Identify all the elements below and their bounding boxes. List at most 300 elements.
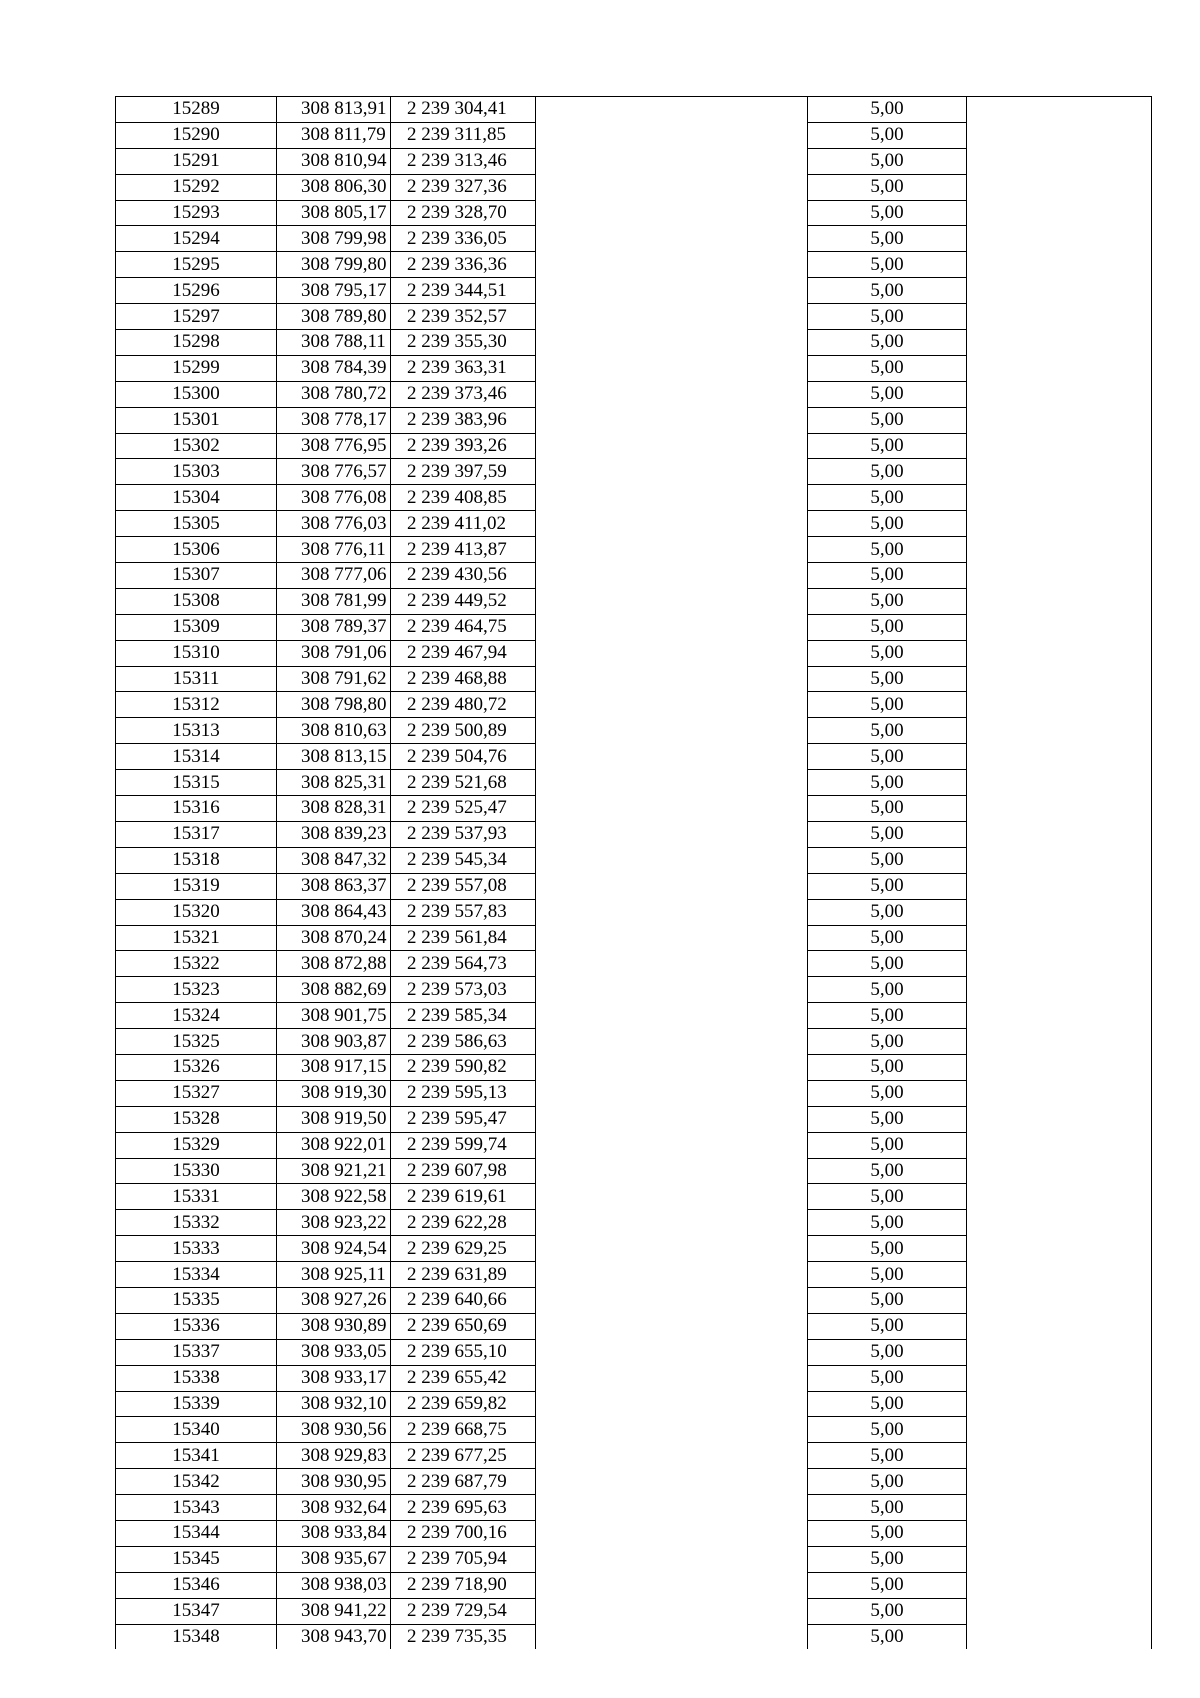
empty-cell xyxy=(536,1132,808,1158)
precision-cell: 5,00 xyxy=(808,1572,967,1598)
table-row xyxy=(116,1236,1152,1262)
y-coordinate-cell: 2 239 640,66 xyxy=(391,1287,536,1313)
empty-cell xyxy=(536,821,808,847)
empty-cell xyxy=(536,200,808,226)
precision-cell: 5,00 xyxy=(808,1365,967,1391)
point-number-cell: 15324 xyxy=(116,1003,277,1029)
empty-cell xyxy=(967,925,1152,951)
table-row xyxy=(116,1080,1152,1106)
table-row xyxy=(116,485,1152,511)
empty-cell xyxy=(536,1443,808,1469)
empty-cell xyxy=(536,1469,808,1495)
empty-cell xyxy=(967,1546,1152,1572)
empty-cell xyxy=(536,951,808,977)
empty-cell xyxy=(536,1262,808,1288)
point-number-cell: 15309 xyxy=(116,614,277,640)
point-number-cell: 15318 xyxy=(116,847,277,873)
empty-cell xyxy=(536,925,808,951)
y-coordinate-cell: 2 239 328,70 xyxy=(391,200,536,226)
empty-cell xyxy=(536,1236,808,1262)
y-coordinate-cell: 2 239 668,75 xyxy=(391,1417,536,1443)
y-coordinate-cell: 2 239 521,68 xyxy=(391,770,536,796)
empty-cell xyxy=(967,226,1152,252)
empty-cell xyxy=(536,796,808,822)
table-row xyxy=(116,1520,1152,1546)
point-number-cell: 15325 xyxy=(116,1029,277,1055)
table-row xyxy=(116,951,1152,977)
precision-cell: 5,00 xyxy=(808,563,967,589)
empty-cell xyxy=(967,148,1152,174)
table-row xyxy=(116,1365,1152,1391)
x-coordinate-cell: 308 943,70 xyxy=(277,1624,391,1649)
point-number-cell: 15342 xyxy=(116,1469,277,1495)
precision-cell: 5,00 xyxy=(808,640,967,666)
precision-cell: 5,00 xyxy=(808,511,967,537)
point-number-cell: 15307 xyxy=(116,563,277,589)
x-coordinate-cell: 308 933,17 xyxy=(277,1365,391,1391)
x-coordinate-cell: 308 805,17 xyxy=(277,200,391,226)
y-coordinate-cell: 2 239 504,76 xyxy=(391,744,536,770)
table-row xyxy=(116,174,1152,200)
table-row xyxy=(116,1443,1152,1469)
y-coordinate-cell: 2 239 344,51 xyxy=(391,278,536,304)
table-row xyxy=(116,640,1152,666)
x-coordinate-cell: 308 811,79 xyxy=(277,122,391,148)
point-number-cell: 15338 xyxy=(116,1365,277,1391)
precision-cell: 5,00 xyxy=(808,1054,967,1080)
empty-cell xyxy=(967,1054,1152,1080)
empty-cell xyxy=(967,330,1152,356)
x-coordinate-cell: 308 795,17 xyxy=(277,278,391,304)
empty-cell xyxy=(967,1184,1152,1210)
point-number-cell: 15340 xyxy=(116,1417,277,1443)
point-number-cell: 15320 xyxy=(116,899,277,925)
empty-cell xyxy=(536,1417,808,1443)
empty-cell xyxy=(967,873,1152,899)
empty-cell xyxy=(536,1003,808,1029)
table-row xyxy=(116,1391,1152,1417)
x-coordinate-cell: 308 935,67 xyxy=(277,1546,391,1572)
empty-cell xyxy=(536,1572,808,1598)
x-coordinate-cell: 308 870,24 xyxy=(277,925,391,951)
empty-cell xyxy=(967,1287,1152,1313)
point-number-cell: 15332 xyxy=(116,1210,277,1236)
table-row xyxy=(116,511,1152,537)
table-row xyxy=(116,97,1152,123)
point-number-cell: 15317 xyxy=(116,821,277,847)
empty-cell xyxy=(536,304,808,330)
x-coordinate-cell: 308 810,94 xyxy=(277,148,391,174)
table-row xyxy=(116,381,1152,407)
empty-cell xyxy=(536,1365,808,1391)
point-number-cell: 15292 xyxy=(116,174,277,200)
y-coordinate-cell: 2 239 352,57 xyxy=(391,304,536,330)
precision-cell: 5,00 xyxy=(808,1262,967,1288)
precision-cell: 5,00 xyxy=(808,1106,967,1132)
precision-cell: 5,00 xyxy=(808,1003,967,1029)
point-number-cell: 15303 xyxy=(116,459,277,485)
empty-cell xyxy=(967,1003,1152,1029)
empty-cell xyxy=(967,1158,1152,1184)
table-row xyxy=(116,563,1152,589)
table-row xyxy=(116,1469,1152,1495)
point-number-cell: 15291 xyxy=(116,148,277,174)
empty-cell xyxy=(536,770,808,796)
empty-cell xyxy=(536,588,808,614)
y-coordinate-cell: 2 239 464,75 xyxy=(391,614,536,640)
x-coordinate-cell: 308 930,56 xyxy=(277,1417,391,1443)
point-number-cell: 15339 xyxy=(116,1391,277,1417)
x-coordinate-cell: 308 847,32 xyxy=(277,847,391,873)
x-coordinate-cell: 308 922,01 xyxy=(277,1132,391,1158)
empty-cell xyxy=(967,692,1152,718)
point-number-cell: 15336 xyxy=(116,1313,277,1339)
empty-cell xyxy=(967,977,1152,1003)
empty-cell xyxy=(536,122,808,148)
point-number-cell: 15306 xyxy=(116,537,277,563)
precision-cell: 5,00 xyxy=(808,873,967,899)
point-number-cell: 15345 xyxy=(116,1546,277,1572)
y-coordinate-cell: 2 239 655,10 xyxy=(391,1339,536,1365)
empty-cell xyxy=(536,1520,808,1546)
precision-cell: 5,00 xyxy=(808,1236,967,1262)
y-coordinate-cell: 2 239 327,36 xyxy=(391,174,536,200)
empty-cell xyxy=(536,744,808,770)
x-coordinate-cell: 308 828,31 xyxy=(277,796,391,822)
point-number-cell: 15304 xyxy=(116,485,277,511)
x-coordinate-cell: 308 810,63 xyxy=(277,718,391,744)
y-coordinate-cell: 2 239 729,54 xyxy=(391,1598,536,1624)
y-coordinate-cell: 2 239 449,52 xyxy=(391,588,536,614)
empty-cell xyxy=(967,511,1152,537)
point-number-cell: 15323 xyxy=(116,977,277,1003)
empty-cell xyxy=(967,97,1152,123)
empty-cell xyxy=(536,666,808,692)
table-row xyxy=(116,1339,1152,1365)
point-number-cell: 15341 xyxy=(116,1443,277,1469)
precision-cell: 5,00 xyxy=(808,381,967,407)
precision-cell: 5,00 xyxy=(808,1029,967,1055)
precision-cell: 5,00 xyxy=(808,304,967,330)
empty-cell xyxy=(967,459,1152,485)
table-row xyxy=(116,1598,1152,1624)
point-number-cell: 15346 xyxy=(116,1572,277,1598)
empty-cell xyxy=(967,1624,1152,1649)
y-coordinate-cell: 2 239 622,28 xyxy=(391,1210,536,1236)
x-coordinate-cell: 308 806,30 xyxy=(277,174,391,200)
empty-cell xyxy=(536,847,808,873)
empty-cell xyxy=(536,381,808,407)
x-coordinate-cell: 308 903,87 xyxy=(277,1029,391,1055)
x-coordinate-cell: 308 938,03 xyxy=(277,1572,391,1598)
precision-cell: 5,00 xyxy=(808,847,967,873)
empty-cell xyxy=(967,407,1152,433)
point-number-cell: 15333 xyxy=(116,1236,277,1262)
x-coordinate-cell: 308 776,95 xyxy=(277,433,391,459)
empty-cell xyxy=(967,847,1152,873)
x-coordinate-cell: 308 927,26 xyxy=(277,1287,391,1313)
point-number-cell: 15319 xyxy=(116,873,277,899)
empty-cell xyxy=(967,304,1152,330)
point-number-cell: 15297 xyxy=(116,304,277,330)
table-row xyxy=(116,278,1152,304)
empty-cell xyxy=(967,252,1152,278)
empty-cell xyxy=(536,1287,808,1313)
y-coordinate-cell: 2 239 631,89 xyxy=(391,1262,536,1288)
y-coordinate-cell: 2 239 313,46 xyxy=(391,148,536,174)
empty-cell xyxy=(967,563,1152,589)
y-coordinate-cell: 2 239 650,69 xyxy=(391,1313,536,1339)
x-coordinate-cell: 308 882,69 xyxy=(277,977,391,1003)
table-row xyxy=(116,588,1152,614)
empty-cell xyxy=(536,1546,808,1572)
x-coordinate-cell: 308 799,98 xyxy=(277,226,391,252)
y-coordinate-cell: 2 239 629,25 xyxy=(391,1236,536,1262)
precision-cell: 5,00 xyxy=(808,744,967,770)
x-coordinate-cell: 308 791,06 xyxy=(277,640,391,666)
empty-cell xyxy=(967,770,1152,796)
empty-cell xyxy=(967,588,1152,614)
y-coordinate-cell: 2 239 595,47 xyxy=(391,1106,536,1132)
empty-cell xyxy=(536,1391,808,1417)
x-coordinate-cell: 308 864,43 xyxy=(277,899,391,925)
precision-cell: 5,00 xyxy=(808,1469,967,1495)
table-row xyxy=(116,1262,1152,1288)
x-coordinate-cell: 308 925,11 xyxy=(277,1262,391,1288)
x-coordinate-cell: 308 923,22 xyxy=(277,1210,391,1236)
empty-cell xyxy=(967,1495,1152,1521)
empty-cell xyxy=(536,252,808,278)
y-coordinate-cell: 2 239 480,72 xyxy=(391,692,536,718)
y-coordinate-cell: 2 239 411,02 xyxy=(391,511,536,537)
y-coordinate-cell: 2 239 397,59 xyxy=(391,459,536,485)
point-number-cell: 15308 xyxy=(116,588,277,614)
y-coordinate-cell: 2 239 687,79 xyxy=(391,1469,536,1495)
table-row xyxy=(116,1546,1152,1572)
table-row xyxy=(116,148,1152,174)
table-row xyxy=(116,925,1152,951)
empty-cell xyxy=(967,821,1152,847)
point-number-cell: 15301 xyxy=(116,407,277,433)
empty-cell xyxy=(536,226,808,252)
table-row xyxy=(116,692,1152,718)
y-coordinate-cell: 2 239 557,83 xyxy=(391,899,536,925)
y-coordinate-cell: 2 239 363,31 xyxy=(391,355,536,381)
point-number-cell: 15312 xyxy=(116,692,277,718)
precision-cell: 5,00 xyxy=(808,1417,967,1443)
empty-cell xyxy=(536,899,808,925)
precision-cell: 5,00 xyxy=(808,977,967,1003)
empty-cell xyxy=(967,278,1152,304)
empty-cell xyxy=(536,537,808,563)
empty-cell xyxy=(967,433,1152,459)
empty-cell xyxy=(536,511,808,537)
precision-cell: 5,00 xyxy=(808,1391,967,1417)
empty-cell xyxy=(536,1495,808,1521)
point-number-cell: 15328 xyxy=(116,1106,277,1132)
empty-cell xyxy=(967,1029,1152,1055)
empty-cell xyxy=(967,796,1152,822)
x-coordinate-cell: 308 922,58 xyxy=(277,1184,391,1210)
empty-cell xyxy=(967,537,1152,563)
table-row xyxy=(116,1106,1152,1132)
precision-cell: 5,00 xyxy=(808,1624,967,1649)
x-coordinate-cell: 308 791,62 xyxy=(277,666,391,692)
point-number-cell: 15293 xyxy=(116,200,277,226)
point-number-cell: 15321 xyxy=(116,925,277,951)
empty-cell xyxy=(967,1080,1152,1106)
point-number-cell: 15331 xyxy=(116,1184,277,1210)
empty-cell xyxy=(536,1080,808,1106)
precision-cell: 5,00 xyxy=(808,433,967,459)
x-coordinate-cell: 308 932,64 xyxy=(277,1495,391,1521)
point-number-cell: 15300 xyxy=(116,381,277,407)
table-row xyxy=(116,847,1152,873)
precision-cell: 5,00 xyxy=(808,278,967,304)
empty-cell xyxy=(967,614,1152,640)
precision-cell: 5,00 xyxy=(808,200,967,226)
point-number-cell: 15315 xyxy=(116,770,277,796)
table-row xyxy=(116,614,1152,640)
y-coordinate-cell: 2 239 590,82 xyxy=(391,1054,536,1080)
precision-cell: 5,00 xyxy=(808,951,967,977)
empty-cell xyxy=(536,563,808,589)
point-number-cell: 15311 xyxy=(116,666,277,692)
empty-cell xyxy=(536,485,808,511)
empty-cell xyxy=(967,355,1152,381)
x-coordinate-cell: 308 919,50 xyxy=(277,1106,391,1132)
y-coordinate-cell: 2 239 413,87 xyxy=(391,537,536,563)
precision-cell: 5,00 xyxy=(808,796,967,822)
empty-cell xyxy=(967,1391,1152,1417)
y-coordinate-cell: 2 239 545,34 xyxy=(391,847,536,873)
table-row xyxy=(116,977,1152,1003)
point-number-cell: 15305 xyxy=(116,511,277,537)
table-row xyxy=(116,1287,1152,1313)
table-row xyxy=(116,407,1152,433)
x-coordinate-cell: 308 924,54 xyxy=(277,1236,391,1262)
precision-cell: 5,00 xyxy=(808,1210,967,1236)
empty-cell xyxy=(536,1054,808,1080)
y-coordinate-cell: 2 239 735,35 xyxy=(391,1624,536,1649)
x-coordinate-cell: 308 863,37 xyxy=(277,873,391,899)
y-coordinate-cell: 2 239 430,56 xyxy=(391,563,536,589)
point-number-cell: 15290 xyxy=(116,122,277,148)
table-row xyxy=(116,537,1152,563)
x-coordinate-cell: 308 799,80 xyxy=(277,252,391,278)
table-row xyxy=(116,1495,1152,1521)
x-coordinate-cell: 308 933,84 xyxy=(277,1520,391,1546)
x-coordinate-cell: 308 941,22 xyxy=(277,1598,391,1624)
x-coordinate-cell: 308 813,91 xyxy=(277,97,391,123)
empty-cell xyxy=(967,1236,1152,1262)
x-coordinate-cell: 308 789,80 xyxy=(277,304,391,330)
precision-cell: 5,00 xyxy=(808,122,967,148)
point-number-cell: 15330 xyxy=(116,1158,277,1184)
precision-cell: 5,00 xyxy=(808,1520,967,1546)
point-number-cell: 15294 xyxy=(116,226,277,252)
y-coordinate-cell: 2 239 537,93 xyxy=(391,821,536,847)
y-coordinate-cell: 2 239 700,16 xyxy=(391,1520,536,1546)
table-row xyxy=(116,666,1152,692)
empty-cell xyxy=(536,148,808,174)
empty-cell xyxy=(967,1262,1152,1288)
empty-cell xyxy=(967,1210,1152,1236)
x-coordinate-cell: 308 784,39 xyxy=(277,355,391,381)
empty-cell xyxy=(536,873,808,899)
precision-cell: 5,00 xyxy=(808,252,967,278)
y-coordinate-cell: 2 239 595,13 xyxy=(391,1080,536,1106)
empty-cell xyxy=(967,666,1152,692)
point-number-cell: 15298 xyxy=(116,330,277,356)
x-coordinate-cell: 308 930,89 xyxy=(277,1313,391,1339)
x-coordinate-cell: 308 781,99 xyxy=(277,588,391,614)
precision-cell: 5,00 xyxy=(808,925,967,951)
x-coordinate-cell: 308 780,72 xyxy=(277,381,391,407)
table-row xyxy=(116,744,1152,770)
table-row xyxy=(116,226,1152,252)
table-row xyxy=(116,1313,1152,1339)
point-number-cell: 15335 xyxy=(116,1287,277,1313)
empty-cell xyxy=(967,744,1152,770)
precision-cell: 5,00 xyxy=(808,355,967,381)
y-coordinate-cell: 2 239 383,96 xyxy=(391,407,536,433)
y-coordinate-cell: 2 239 355,30 xyxy=(391,330,536,356)
empty-cell xyxy=(967,485,1152,511)
precision-cell: 5,00 xyxy=(808,1158,967,1184)
point-number-cell: 15296 xyxy=(116,278,277,304)
empty-cell xyxy=(967,951,1152,977)
y-coordinate-cell: 2 239 659,82 xyxy=(391,1391,536,1417)
precision-cell: 5,00 xyxy=(808,770,967,796)
point-number-cell: 15313 xyxy=(116,718,277,744)
y-coordinate-cell: 2 239 408,85 xyxy=(391,485,536,511)
precision-cell: 5,00 xyxy=(808,1598,967,1624)
y-coordinate-cell: 2 239 718,90 xyxy=(391,1572,536,1598)
empty-cell xyxy=(967,1132,1152,1158)
table-row xyxy=(116,1184,1152,1210)
precision-cell: 5,00 xyxy=(808,1184,967,1210)
table-row xyxy=(116,433,1152,459)
empty-cell xyxy=(967,1469,1152,1495)
x-coordinate-cell: 308 788,11 xyxy=(277,330,391,356)
coordinates-table xyxy=(115,96,1152,1649)
table-row xyxy=(116,252,1152,278)
x-coordinate-cell: 308 798,80 xyxy=(277,692,391,718)
empty-cell xyxy=(967,122,1152,148)
x-coordinate-cell: 308 778,17 xyxy=(277,407,391,433)
point-number-cell: 15348 xyxy=(116,1624,277,1649)
table-row xyxy=(116,1003,1152,1029)
point-number-cell: 15343 xyxy=(116,1495,277,1521)
x-coordinate-cell: 308 872,88 xyxy=(277,951,391,977)
table-row xyxy=(116,899,1152,925)
point-number-cell: 15302 xyxy=(116,433,277,459)
table-row xyxy=(116,459,1152,485)
empty-cell xyxy=(967,718,1152,744)
point-number-cell: 15334 xyxy=(116,1262,277,1288)
empty-cell xyxy=(536,355,808,381)
table-row xyxy=(116,1054,1152,1080)
point-number-cell: 15316 xyxy=(116,796,277,822)
x-coordinate-cell: 308 929,83 xyxy=(277,1443,391,1469)
y-coordinate-cell: 2 239 619,61 xyxy=(391,1184,536,1210)
y-coordinate-cell: 2 239 655,42 xyxy=(391,1365,536,1391)
point-number-cell: 15326 xyxy=(116,1054,277,1080)
empty-cell xyxy=(536,718,808,744)
empty-cell xyxy=(536,433,808,459)
y-coordinate-cell: 2 239 336,36 xyxy=(391,252,536,278)
